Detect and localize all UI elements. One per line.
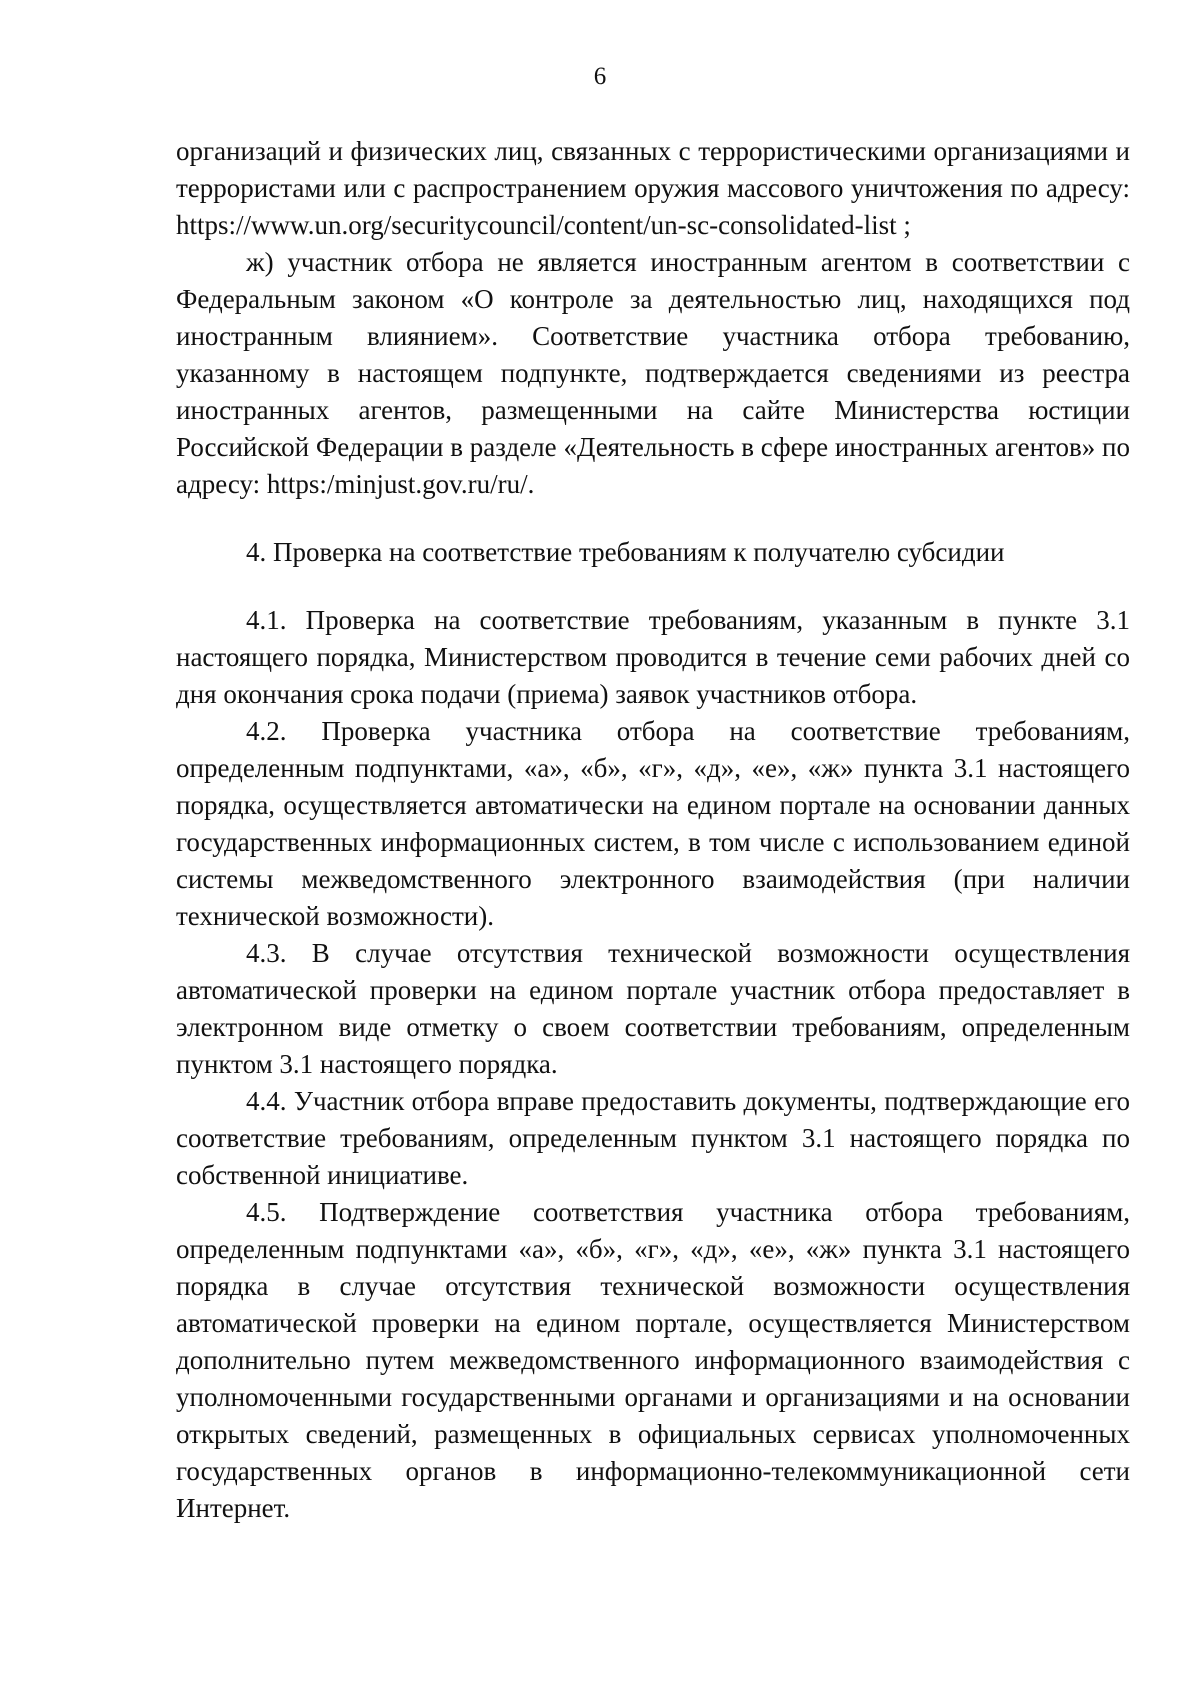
paragraph-continuation: организаций и физических лиц, связанных с террористическими организациями и террористами или с распространением оружия массового уничтожения по адресу: https://www.un.org/securitycouncil/content/un-sc-consolidated-list ; — [176, 136, 1130, 240]
paragraph-4-1: 4.1. Проверка на соответствие требованиям, указанным в пункте 3.1 настоящего порядка, Министерством проводится в течение семи рабочих дней со дня окончания срока подачи (приема) заявок участников отбора. — [176, 605, 1130, 709]
document-body — [176, 133, 1130, 1527]
paragraph-4-5: 4.5. Подтверждение соответствия участника отбора требованиям, определенным подпунктами «а», «б», «г», «д», «е», «ж» пункта 3.1 настоящего порядка в случае отсутствия технической возможности осуществления автоматической проверки на едином портале, осуществляется Министерством дополнительно путем межведомственного информационного взаимодействия с уполномоченными государственными органами и организациями и на основании открытых сведений, размещенных в официальных сервисах уполномоченных государственных органов в информационно-телекоммуникационной сети Интернет. — [176, 1197, 1130, 1523]
paragraph-subitem-zh: ж) участник отбора не является иностранным агентом в соответствии с Федеральным законом «О контроле за деятельностью лиц, находящихся под иностранным влиянием». Соответствие участника отбора требованию, указанному в настоящем подпункте, подтверждается сведениями из реестра иностранных агентов, размещенными на сайте Министерства юстиции Российской Федерации в разделе «Деятельность в сфере иностранных агентов» по адресу: https:/minjust.gov.ru/ru/. — [176, 247, 1130, 499]
section-heading: 4. Проверка на соответствие требованиям к получателю субсидии — [246, 537, 1005, 567]
paragraph-4-2: 4.2. Проверка участника отбора на соответствие требованиям, определенным подпунктами, «а», «б», «г», «д», «е», «ж» пункта 3.1 настоящего порядка, осуществляется автоматически на едином портале на основании данных государственных информационных систем, в том числе с использованием единой системы межведомственного электронного взаимодействия (при наличии технической возможности). — [176, 716, 1130, 931]
paragraph-4-4: 4.4. Участник отбора вправе предоставить документы, подтверждающие его соответствие требованиям, определенным пунктом 3.1 настоящего порядка по собственной инициативе. — [176, 1086, 1130, 1190]
paragraph-4-3: 4.3. В случае отсутствия технической возможности осуществления автоматической проверки на едином портале участник отбора предоставляет в электронном виде отметку о своем соответствии требованиям, определенным пунктом 3.1 настоящего порядка. — [176, 938, 1130, 1079]
page-number: 6 — [593, 63, 607, 90]
